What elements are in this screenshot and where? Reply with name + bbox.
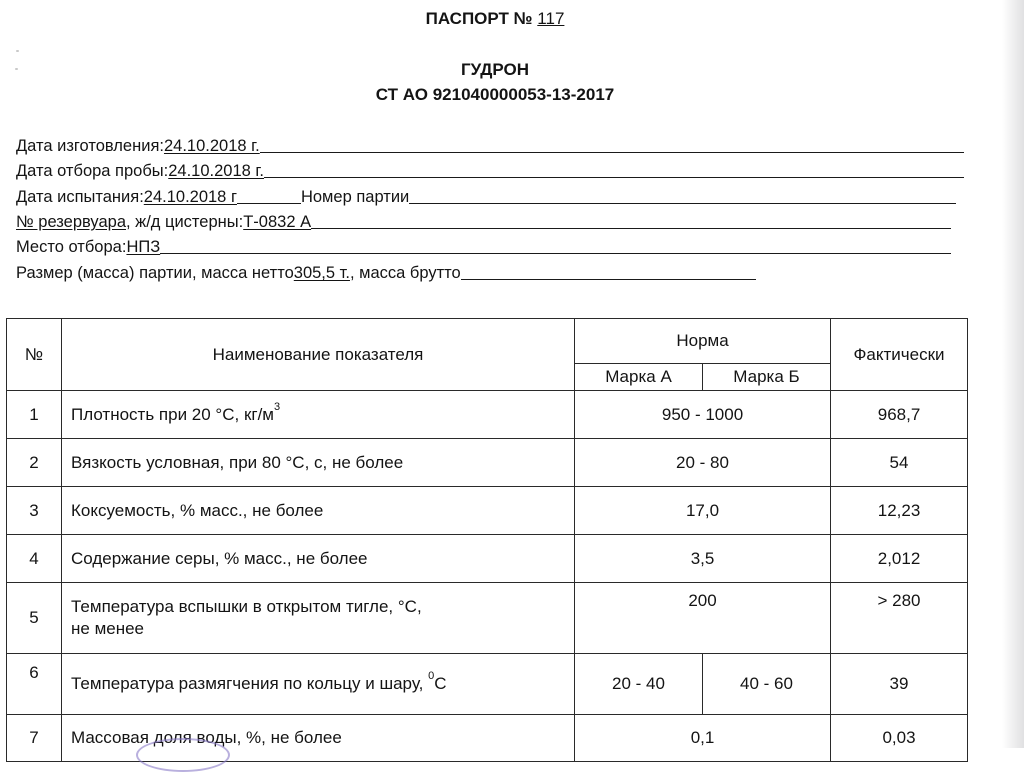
row-num: 2: [7, 439, 62, 487]
fill-line: [260, 152, 964, 153]
row-name: [62, 391, 575, 439]
scan-edge-shadow: [1002, 0, 1024, 748]
fill-line: [409, 203, 956, 204]
table-row: [7, 439, 968, 487]
fill-line: [264, 177, 964, 178]
batch-number-label: Номер партии: [300, 188, 410, 206]
manufacture-date-value: 24.10.2018 г.: [163, 137, 260, 155]
row-norm-grade-a: 20 - 40: [575, 654, 703, 715]
row-norm-grade-b: 40 - 60: [703, 654, 831, 715]
header-grade-b: Марка Б: [703, 364, 831, 391]
scan-speck: [16, 50, 19, 52]
railcar-label: , ж/д цистерны:: [126, 213, 244, 231]
batch-size-line: [16, 261, 756, 283]
row-actual: 12,23: [831, 487, 968, 535]
fill-line: [461, 279, 756, 280]
gross-mass-label: , масса брутто: [349, 264, 461, 282]
row-actual: 54: [831, 439, 968, 487]
table-row: [7, 487, 968, 535]
sampling-place-line: [16, 235, 951, 257]
row-name-text: Плотность при 20 °С, кг/м: [71, 404, 274, 424]
sampling-place-label: Место отбора:: [16, 238, 127, 256]
row-norm: 0,1: [575, 715, 831, 762]
row-name-text: Температура размягчения по кольцу и шару,: [71, 674, 429, 693]
passport-label: ПАСПОРТ №: [425, 9, 533, 28]
row-name-line1: Температура вспышки в открытом тигле, °С,: [71, 597, 422, 616]
test-date-label: Дата испытания:: [16, 188, 144, 206]
row-actual: 2,012: [831, 535, 968, 583]
sampling-place-value: НПЗ: [126, 238, 161, 256]
batch-size-label: Размер (масса) партии, масса нетто: [16, 264, 294, 282]
header-actual: Фактически: [831, 319, 968, 391]
row-name: Содержание серы, % масс., не более: [62, 535, 575, 583]
tank-value: Т-0832 А: [243, 213, 312, 231]
stamp-fragment: [136, 738, 230, 772]
product-name: ГУДРОН: [460, 60, 530, 79]
row-name-line2: не менее: [71, 619, 145, 638]
sampling-date-line: [16, 159, 964, 181]
row-num: 3: [7, 487, 62, 535]
table-header-row: [7, 319, 968, 364]
tank-line: [16, 210, 951, 232]
row-name: Коксуемость, % масс., не более: [62, 487, 575, 535]
header-num: №: [7, 319, 62, 391]
net-mass-value: 305,5 т.: [293, 264, 350, 282]
superscript: 3: [274, 400, 281, 413]
standard-code: СТ АО 921040000053-13-2017: [375, 85, 615, 104]
test-date-line: [16, 185, 956, 207]
fill-line: [311, 228, 951, 229]
manufacture-date-line: [16, 134, 964, 156]
passport-title: [0, 9, 990, 29]
superscript: 0: [428, 670, 435, 683]
sampling-date-value: 24.10.2018 г.: [168, 162, 265, 180]
row-actual: > 280: [831, 583, 968, 654]
row-num: 5: [7, 583, 62, 654]
fill-line: [237, 203, 301, 204]
sampling-date-label: Дата отбора пробы:: [16, 162, 169, 180]
tank-label: № резервуара: [16, 213, 127, 231]
row-num: 1: [7, 391, 62, 439]
specification-table: [6, 318, 968, 762]
header-name: Наименование показателя: [62, 319, 575, 391]
fill-line: [160, 253, 951, 254]
row-name: Массовая доля воды, %, не более: [62, 715, 575, 762]
row-num: 7: [7, 715, 62, 762]
table-row: [7, 583, 968, 654]
row-num: 6: [7, 654, 62, 715]
test-date-value: 24.10.2018 г: [143, 188, 237, 206]
row-name: [62, 583, 575, 654]
row-actual: 968,7: [831, 391, 968, 439]
table-row: [7, 391, 968, 439]
table-row: [7, 535, 968, 583]
row-name-end: С: [434, 674, 447, 693]
row-norm: 17,0: [575, 487, 831, 535]
table-row: [7, 654, 968, 715]
row-norm: 20 - 80: [575, 439, 831, 487]
header-grade-a: Марка А: [575, 364, 703, 391]
row-actual: 39: [831, 654, 968, 715]
row-norm: 3,5: [575, 535, 831, 583]
row-num: 4: [7, 535, 62, 583]
passport-number: 117: [537, 9, 565, 28]
row-name: [62, 654, 575, 715]
row-norm: 200: [575, 583, 831, 654]
row-actual: 0,03: [831, 715, 968, 762]
row-name: Вязкость условная, при 80 °С, с, не более: [62, 439, 575, 487]
row-norm: 950 - 1000: [575, 391, 831, 439]
header-norm: Норма: [575, 319, 831, 364]
manufacture-date-label: Дата изготовления:: [16, 137, 164, 155]
